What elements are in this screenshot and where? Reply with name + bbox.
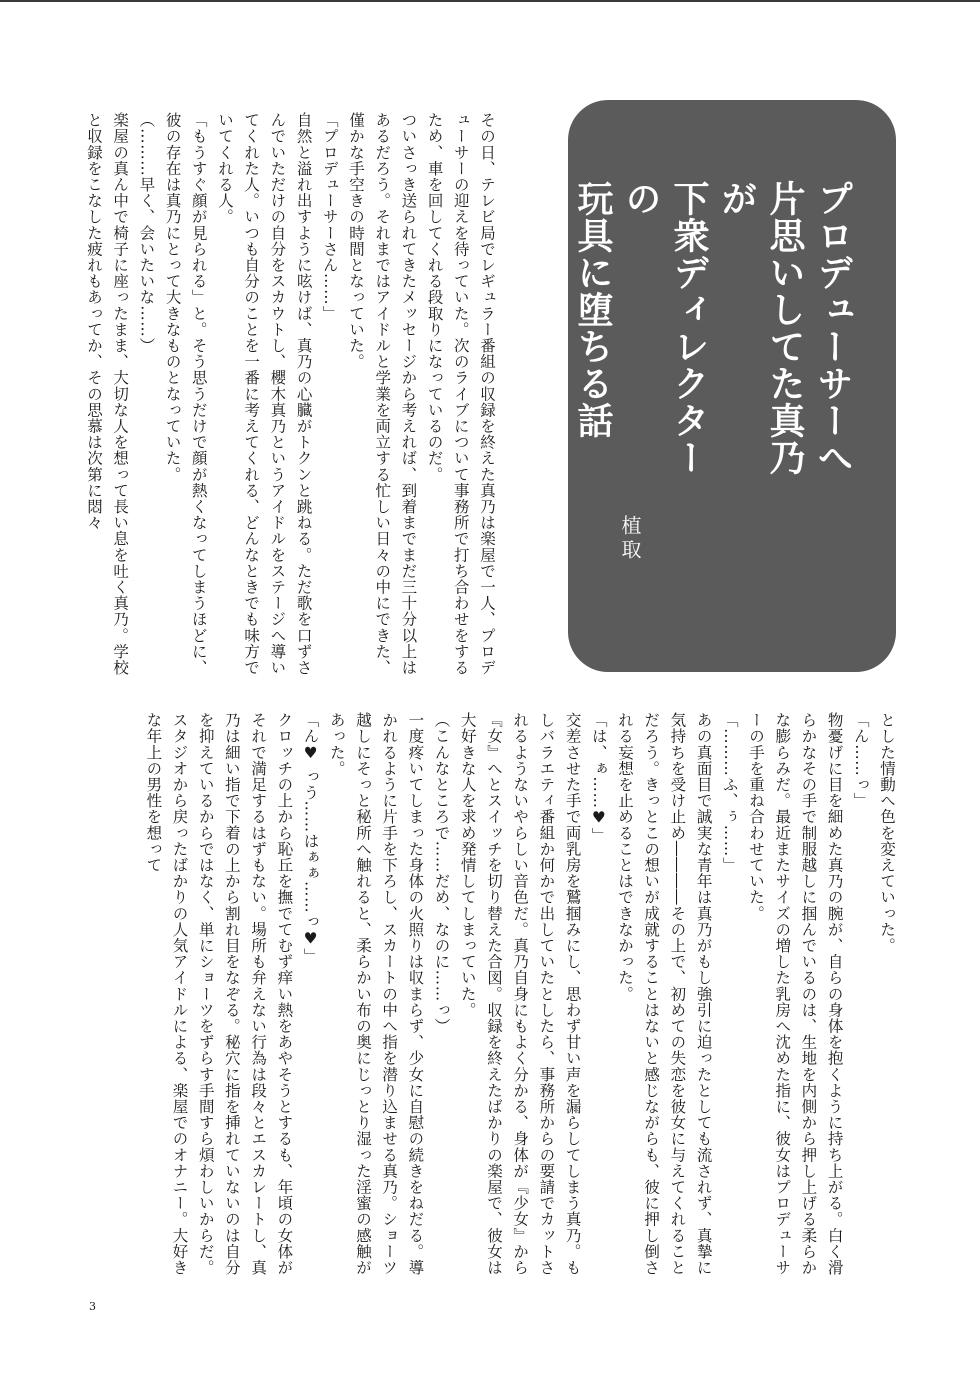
paragraph: 「………ふ、ぅ……」 — [720, 712, 739, 873]
paragraph: 一度疼いてしまった身体の火照りは収まらず、少女に自慰の続きをねだる。導かれるように片手を下ろし、スカートの中へ指を潜り込ませる真乃。ショーツ越しにそっと秘所へ触れると、柔らかい布の奥にじっとり湿った淫蜜の感触があった。 — [327, 712, 425, 1276]
paragraph: ついさっき送られてきたメッセージから考えれば、到着までまだ三十分以上はあるだろう。それまではアイドルと学業を両立する忙しい日々の中にできた、僅かな手空きの時間となっていた。 — [346, 112, 418, 676]
paragraph: 物憂げに目を細めた真乃の腕が、自らの身体を抱くように持ち上がる。白く滑らかなその手で制服越しに掴んでいるのは、生地を内側から押し上げる柔らかな膨らみだ。最近またサイズの増した乳房へ沈めた指に、彼女はプロデューサーの手を重ね合わせていた。 — [746, 712, 844, 1276]
paragraph: 「ん♥ っう……はぁぁ……っ♥」 — [301, 712, 320, 965]
paragraph: とした情動へ色を変えていった。 — [878, 712, 896, 954]
paragraph: クロッチの上から恥丘を撫でてむず痒い熱をあやそうとするも、年頃の女体がそれで満足するはずもない。場所も弁えない行為は段々とエスカレートし、真乃は細い指で下着の上から割れ目をなぞる。秘穴に指を挿れていないのは自分を抑えているからではなく、単にショーツをずらす手間すら煩わしいからだ。スタジオから戻ったばかりの人気アイドルによる、楽屋でのオナニー。大好きな年上の男性を想って — [144, 712, 294, 1276]
paragraph: （………早く、会いたいな……） — [137, 112, 156, 354]
story-title: プロデューサーへ 片思いしてた真乃が 下衆ディレクターの 玩具に堕ちる話 — [572, 180, 853, 476]
paragraph: 「は、ぁ……♥」 — [589, 712, 608, 844]
paragraph: 自然と溢れ出すように呟けば、真乃の心臓がトクンと跳ねる。ただ歌を口ずさんでいただけの自分をスカウトし、櫻木真乃というアイドルをステージへ導いてくれた人。いつも自分のことを一番に考えてくれる、どんなときでも味方でいてくれる人。 — [215, 112, 313, 676]
paragraph: 「プロデューサーさん……」 — [320, 112, 339, 322]
paragraph: 楽屋の真ん中で椅子に座ったまま、大切な人を想って長い息を吐く真乃。学校と収録をこなした疲れもあってか、その思慕は次第に悶々 — [84, 112, 130, 676]
page-number: 3 — [89, 1300, 96, 1313]
body-text-bottom — [80, 712, 900, 1290]
paragraph: 交差させた手で両乳房を鷲掴みにし、思わず甘い声を漏らしてしまう真乃。もしバラエティ番組か何かで出していたとしたら、事務所からの要請でカットされるようないやらしい音色だ。真乃自身にもよく分かる、身体が『少女』から『女』へとスイッチを切り替えた合図。収録を終えたばかりの楽屋で、彼女は大好きな人を求め発情してしまっていた。 — [458, 712, 582, 1276]
body-text-top — [84, 112, 500, 682]
paragraph: あの真面目で誠実な青年は真乃がもし強引に迫ったとしても流されず、真摯に気持ちを受け止め――――その上で、初めての失恋を彼女に与えてくれることだろう。きっとこの想いが成就することはないと感じながらも、彼に押し倒される妄想を止めることはできなかった。 — [615, 712, 713, 1276]
top-border-line — [0, 0, 980, 2]
paragraph: 「ん……っ」 — [851, 712, 870, 809]
author-name: 植取 — [618, 515, 642, 563]
paragraph: （こんなところで……だめ、なのに……っ） — [432, 712, 451, 1034]
paragraph: その日、テレビ局でレギュラー番組の収録を終えた真乃は楽屋で一人、プロデューサーの迎えを待っていた。次のライブについて事務所で打ち合わせをするため、車を回してくれる段取りになっているのだ。 — [425, 112, 496, 676]
paragraph: 「もうすぐ顔が見られる」と。そう思うだけで顔が熱くなってしまうほどに、彼の存在は真乃にとって大きなものとなっていた。 — [163, 112, 208, 676]
